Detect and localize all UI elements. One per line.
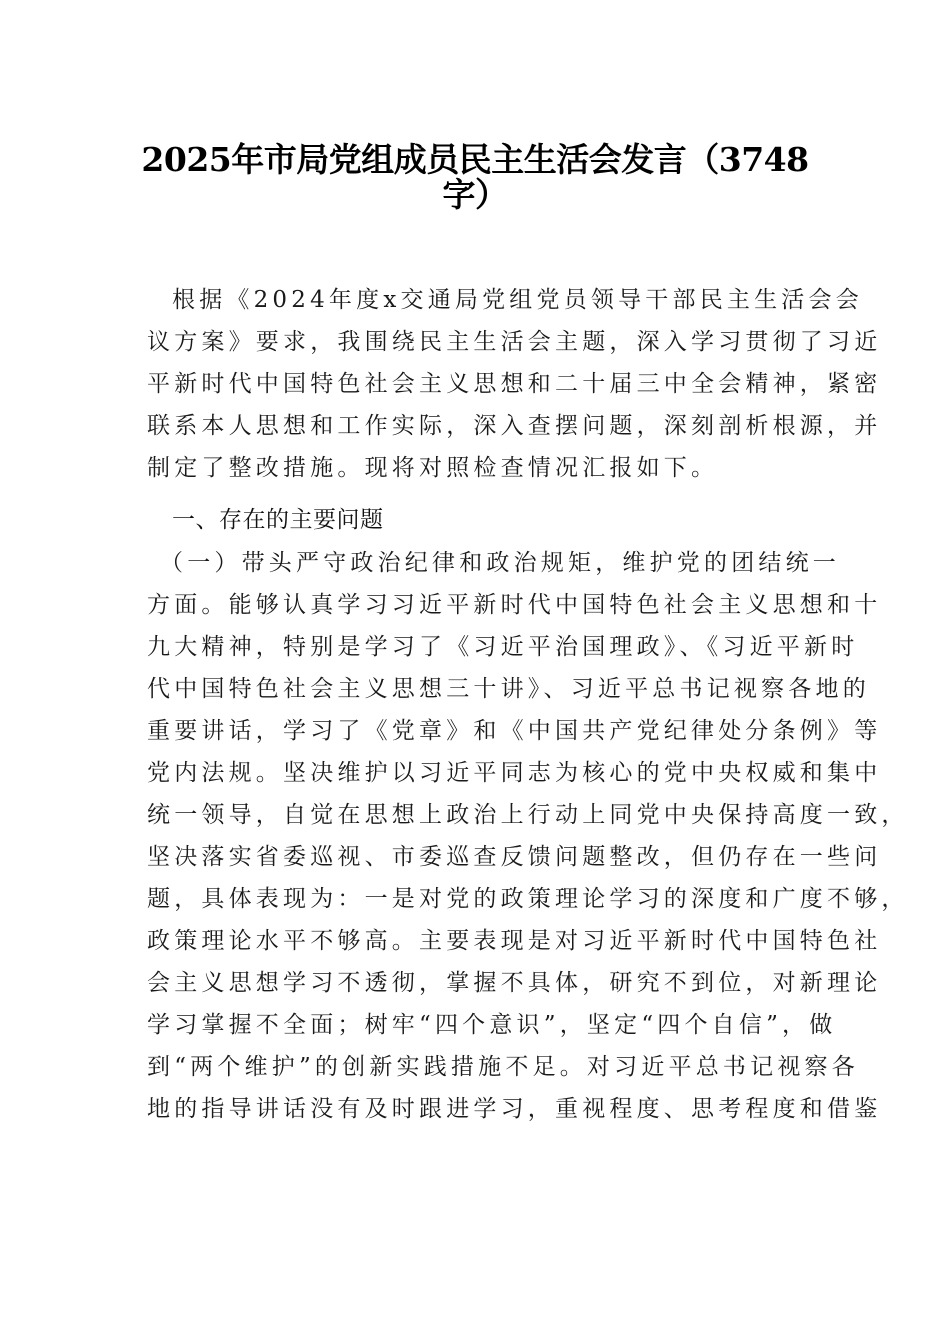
intro-paragraph-line: 联系本人思想和工作实际，深入查摆问题，深刻剖析根源，并 [147, 413, 882, 439]
body-paragraph-line: 统一领导，自觉在思想上政治上行动上同党中央保持高度一致， [147, 802, 909, 828]
intro-paragraph-line: 根据《2024年度x交通局党组党员领导干部民主生活会会 [172, 287, 863, 313]
subsection-paragraph-line: （一）带头严守政治纪律和政治规矩，维护党的团结统一 [160, 550, 840, 576]
document-title-line-1: 2025年市局党组成员民主生活会发言（3748 [141, 140, 809, 179]
body-paragraph-line: 党内法规。坚决维护以习近平同志为核心的党中央权威和集中 [147, 760, 882, 786]
body-paragraph-line: 重要讲话，学习了《党章》和《中国共产党纪律处分条例》等 [147, 718, 882, 744]
intro-paragraph-line: 议方案》要求，我围绕民主生活会主题，深入学习贯彻了习近 [147, 329, 882, 355]
body-paragraph-line: 政策理论水平不够高。主要表现是对习近平新时代中国特色社 [147, 928, 882, 954]
body-paragraph-line: 到“两个维护”的创新实践措施不足。对习近平总书记视察各 [147, 1054, 859, 1080]
body-paragraph-line: 代中国特色社会主义思想三十讲》、习近平总书记视察各地的 [147, 676, 870, 702]
intro-paragraph-line: 制定了整改措施。现将对照检查情况汇报如下。 [147, 455, 719, 481]
body-paragraph-line: 方面。能够认真学习习近平新时代中国特色社会主义思想和十 [147, 592, 882, 618]
body-paragraph-line: 坚决落实省委巡视、市委巡查反馈问题整改，但仍存在一些问 [147, 844, 882, 870]
intro-paragraph-line: 平新时代中国特色社会主义思想和二十届三中全会精神，紧密 [147, 371, 882, 397]
body-paragraph-line: 题，具体表现为：一是对党的政策理论学习的深度和广度不够， [147, 886, 909, 912]
body-paragraph-line: 九大精神，特别是学习了《习近平治国理政》、《习近平新时 [147, 634, 859, 660]
body-paragraph-line: 学习掌握不全面；树牢“四个意识”，坚定“四个自信”，做 [147, 1012, 837, 1038]
body-paragraph-line: 会主义思想学习不透彻，掌握不具体，研究不到位，对新理论 [147, 970, 882, 996]
section-heading: 一、存在的主要问题 [172, 507, 384, 533]
document-title-line-2: 字） [442, 175, 508, 214]
body-paragraph-line: 地的指导讲话没有及时跟进学习，重视程度、思考程度和借鉴 [147, 1096, 882, 1122]
